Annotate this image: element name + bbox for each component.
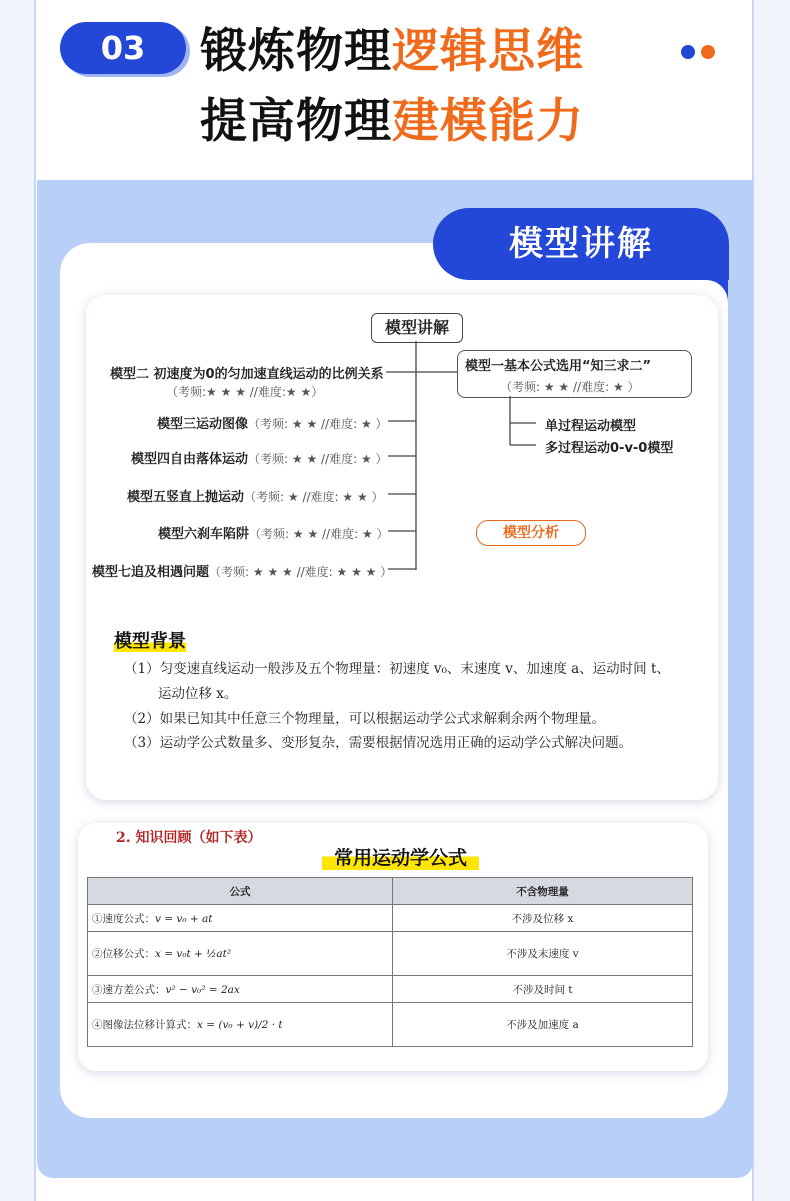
model6-title: 模型六刹车陷阱 — [158, 527, 250, 542]
model4-rating: （考频: ★ ★ //难度: ★ ） — [248, 452, 388, 466]
section-number: 03 — [60, 22, 186, 74]
formula-cell — [88, 1003, 393, 1047]
formula-expression: v = v₀ + at — [155, 912, 213, 925]
headline-2-orange: 建模能力 — [392, 94, 584, 149]
formula-cell — [88, 905, 393, 932]
table-row — [88, 1003, 693, 1047]
background-p1b: 运动位移 x。 — [158, 686, 238, 702]
model3-rating: （考频: ★ ★ //难度: ★ ） — [248, 417, 388, 431]
table-row — [88, 976, 693, 1003]
analysis-badge: 模型分析 — [476, 520, 586, 546]
model1-rating — [500, 378, 640, 395]
model7-row — [92, 561, 392, 580]
formula-expression: x = v₀t + ½at² — [155, 948, 232, 960]
knowledge-subtitle: 2. 知识回顾（如下表） — [116, 830, 262, 846]
model7-title: 模型七追及相遇问题 — [92, 565, 210, 580]
formula-label: ④图像法位移计算式： — [92, 1019, 197, 1031]
missing-cell: 不涉及位移 x — [393, 905, 693, 932]
background-p1a: （1）匀变速直线运动一般涉及五个物理量：初速度 v₀、末速度 v、加速度 a、运动时间 t、 — [124, 661, 670, 677]
section-tab: 模型讲解 — [433, 208, 729, 280]
headline-1-black: 锻炼物理 — [200, 24, 392, 79]
model4-title: 模型四自由落体运动 — [131, 452, 249, 467]
model3-title: 模型三运动图像 — [157, 417, 249, 432]
background-title-text: 模型背景 — [114, 631, 186, 652]
headline-1-orange: 逻辑思维 — [392, 24, 584, 79]
model6-rating: （考频: ★ ★ //难度: ★ ） — [249, 527, 389, 541]
formula-label: ②位移公式： — [92, 948, 155, 960]
table-row — [88, 932, 693, 976]
col-header-missing: 不含物理量 — [393, 878, 693, 905]
model1-child-2: 多过程运动0-v-0模型 — [545, 441, 674, 456]
formula-cell — [88, 932, 393, 976]
model2-title: 模型二 初速度为0的匀加速直线运动的比例关系 — [110, 367, 384, 382]
background-title — [114, 627, 186, 653]
missing-cell: 不涉及时间 t — [393, 976, 693, 1003]
model2-rating-text: （考频:★ ★ ★ //难度:★ ★） — [166, 385, 324, 399]
model7-rating: （考频: ★ ★ ★ //难度: ★ ★ ★ ） — [209, 565, 393, 579]
model5-row — [127, 486, 384, 505]
model3-row — [157, 413, 388, 432]
formula-table-title: 常用运动学公式 — [322, 843, 479, 870]
missing-cell: 不涉及末速度 v — [393, 932, 693, 976]
formula-cell — [88, 976, 393, 1003]
col-header-formula: 公式 — [88, 878, 393, 905]
background-p3: （3）运动学公式数量多、变形复杂，需要根据情况选用正确的运动学公式解决问题。 — [124, 735, 633, 751]
background-p2: （2）如果已知其中任意三个物理量，可以根据运动学公式求解剩余两个物理量。 — [124, 711, 606, 727]
formula-table — [87, 877, 693, 1047]
model1-title: 模型一基本公式选用“知三求二” — [465, 359, 652, 374]
missing-cell: 不涉及加速度 a — [393, 1003, 693, 1047]
model1-rating-text: （考频: ★ ★ //难度: ★ ） — [500, 380, 640, 394]
headline-2-black: 提高物理 — [200, 94, 392, 149]
formula-expression: x = (v₀ + v)/2 · t — [197, 1019, 283, 1031]
model4-row — [131, 448, 388, 467]
model5-rating: （考频: ★ //难度: ★ ★ ） — [244, 490, 384, 504]
model6-row — [158, 523, 389, 542]
mindmap-root: 模型讲解 — [371, 313, 463, 343]
model1-child-1: 单过程运动模型 — [545, 419, 637, 434]
formula-expression: v² − v₀² = 2ax — [165, 983, 240, 996]
model5-title: 模型五竖直上抛运动 — [127, 490, 245, 505]
model2-rating — [166, 383, 323, 400]
table-row — [88, 905, 693, 932]
formula-label: ①速度公式： — [92, 912, 155, 925]
formula-label: ③速方差公式： — [92, 983, 166, 996]
